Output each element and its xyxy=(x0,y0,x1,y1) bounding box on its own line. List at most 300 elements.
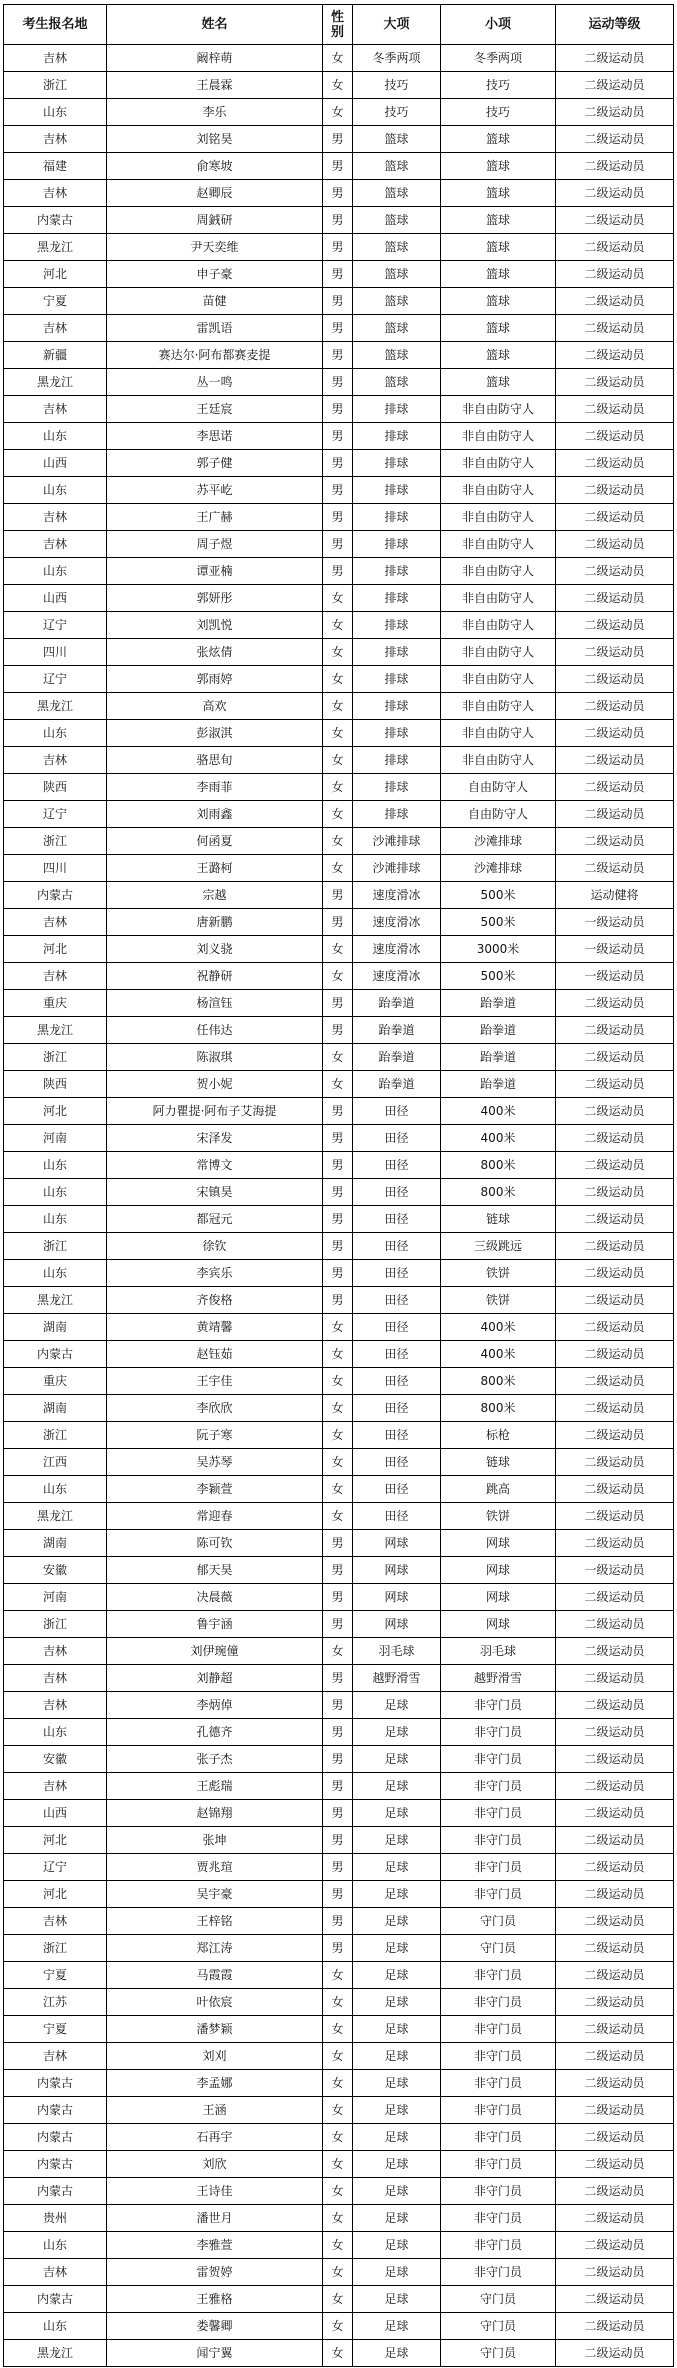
cell-region: 河北 xyxy=(4,1881,107,1908)
cell-event: 800米 xyxy=(441,1179,556,1206)
cell-event: 守门员 xyxy=(441,2313,556,2340)
cell-level: 二级运动员 xyxy=(556,801,674,828)
cell-region: 吉林 xyxy=(4,1638,107,1665)
cell-name: 李孟娜 xyxy=(107,2070,323,2097)
table-row xyxy=(4,1206,674,1233)
table-row xyxy=(4,1395,674,1422)
cell-region: 江苏 xyxy=(4,1989,107,2016)
cell-sport: 足球 xyxy=(353,2097,441,2124)
table-row xyxy=(4,1719,674,1746)
cell-level: 二级运动员 xyxy=(556,2151,674,2178)
cell-region: 辽宁 xyxy=(4,1854,107,1881)
cell-level: 二级运动员 xyxy=(556,1395,674,1422)
cell-region: 吉林 xyxy=(4,45,107,72)
table-body xyxy=(4,45,674,2367)
cell-event: 非守门员 xyxy=(441,2205,556,2232)
cell-sport: 排球 xyxy=(353,477,441,504)
cell-sex: 女 xyxy=(323,1503,353,1530)
cell-level: 一级运动员 xyxy=(556,963,674,990)
cell-event: 3000米 xyxy=(441,936,556,963)
cell-sex: 女 xyxy=(323,639,353,666)
cell-name: 任伟达 xyxy=(107,1017,323,1044)
cell-sport: 排球 xyxy=(353,801,441,828)
cell-region: 山西 xyxy=(4,585,107,612)
cell-name: 宗越 xyxy=(107,882,323,909)
cell-name: 王广赫 xyxy=(107,504,323,531)
cell-level: 二级运动员 xyxy=(556,1719,674,1746)
cell-name: 刘铭昊 xyxy=(107,126,323,153)
cell-sport: 网球 xyxy=(353,1584,441,1611)
cell-sex: 女 xyxy=(323,2205,353,2232)
cell-sport: 足球 xyxy=(353,2151,441,2178)
cell-level: 二级运动员 xyxy=(556,1422,674,1449)
cell-sport: 足球 xyxy=(353,2313,441,2340)
cell-sport: 篮球 xyxy=(353,342,441,369)
cell-event: 篮球 xyxy=(441,153,556,180)
cell-sport: 足球 xyxy=(353,2259,441,2286)
cell-name: 石再宇 xyxy=(107,2124,323,2151)
cell-region: 吉林 xyxy=(4,1773,107,1800)
athlete-table xyxy=(3,4,674,2367)
cell-event: 非守门员 xyxy=(441,2178,556,2205)
column-header-region: 考生报名地 xyxy=(4,5,107,45)
cell-sex: 男 xyxy=(323,207,353,234)
cell-region: 黑龙江 xyxy=(4,1287,107,1314)
cell-region: 宁夏 xyxy=(4,1962,107,1989)
table-row xyxy=(4,342,674,369)
cell-level: 二级运动员 xyxy=(556,2205,674,2232)
cell-sex: 女 xyxy=(323,1341,353,1368)
cell-sport: 技巧 xyxy=(353,72,441,99)
table-row xyxy=(4,2070,674,2097)
cell-region: 新疆 xyxy=(4,342,107,369)
cell-sport: 速度滑冰 xyxy=(353,936,441,963)
cell-name: 郁天昊 xyxy=(107,1557,323,1584)
cell-name: 王潞柯 xyxy=(107,855,323,882)
cell-event: 篮球 xyxy=(441,207,556,234)
cell-event: 400米 xyxy=(441,1125,556,1152)
cell-level: 一级运动员 xyxy=(556,1557,674,1584)
cell-level: 二级运动员 xyxy=(556,1206,674,1233)
column-header-sex-line-1: 性 xyxy=(330,9,344,25)
cell-level: 二级运动员 xyxy=(556,1935,674,1962)
cell-event: 非自由防守人 xyxy=(441,639,556,666)
table-row xyxy=(4,936,674,963)
cell-event: 400米 xyxy=(441,1314,556,1341)
cell-level: 二级运动员 xyxy=(556,2178,674,2205)
table-row xyxy=(4,2232,674,2259)
cell-region: 吉林 xyxy=(4,180,107,207)
cell-event: 链球 xyxy=(441,1449,556,1476)
cell-name: 祝静研 xyxy=(107,963,323,990)
cell-event: 网球 xyxy=(441,1611,556,1638)
cell-event: 技巧 xyxy=(441,72,556,99)
cell-event: 非守门员 xyxy=(441,2124,556,2151)
cell-region: 吉林 xyxy=(4,963,107,990)
cell-region: 吉林 xyxy=(4,909,107,936)
table-row xyxy=(4,1827,674,1854)
table-row xyxy=(4,2259,674,2286)
cell-event: 羽毛球 xyxy=(441,1638,556,1665)
cell-sex: 男 xyxy=(323,1557,353,1584)
cell-name: 王廷宸 xyxy=(107,396,323,423)
cell-sex: 女 xyxy=(323,1368,353,1395)
table-row xyxy=(4,1773,674,1800)
cell-event: 链球 xyxy=(441,1206,556,1233)
cell-sex: 女 xyxy=(323,2016,353,2043)
table-row xyxy=(4,1287,674,1314)
cell-region: 辽宁 xyxy=(4,612,107,639)
cell-region: 内蒙古 xyxy=(4,2178,107,2205)
cell-name: 李颖萱 xyxy=(107,1476,323,1503)
table-row xyxy=(4,450,674,477)
cell-event: 500米 xyxy=(441,909,556,936)
table-row xyxy=(4,882,674,909)
cell-sex: 女 xyxy=(323,2286,353,2313)
table-row xyxy=(4,1881,674,1908)
cell-name: 俞寒坡 xyxy=(107,153,323,180)
cell-sport: 足球 xyxy=(353,1962,441,1989)
cell-level: 二级运动员 xyxy=(556,261,674,288)
cell-name: 王雅格 xyxy=(107,2286,323,2313)
cell-name: 王涵 xyxy=(107,2097,323,2124)
cell-level: 一级运动员 xyxy=(556,936,674,963)
cell-name: 刘伊琬僮 xyxy=(107,1638,323,1665)
cell-sex: 女 xyxy=(323,2232,353,2259)
cell-event: 非自由防守人 xyxy=(441,558,556,585)
cell-event: 400米 xyxy=(441,1341,556,1368)
cell-sport: 跆拳道 xyxy=(353,1017,441,1044)
cell-region: 浙江 xyxy=(4,1233,107,1260)
cell-sport: 排球 xyxy=(353,423,441,450)
cell-sport: 沙滩排球 xyxy=(353,828,441,855)
cell-sex: 男 xyxy=(323,1800,353,1827)
cell-sport: 羽毛球 xyxy=(353,1638,441,1665)
cell-name: 王晨霖 xyxy=(107,72,323,99)
cell-event: 守门员 xyxy=(441,2286,556,2313)
cell-event: 守门员 xyxy=(441,1935,556,1962)
table-row xyxy=(4,234,674,261)
cell-sex: 女 xyxy=(323,1071,353,1098)
cell-event: 篮球 xyxy=(441,342,556,369)
cell-region: 黑龙江 xyxy=(4,2340,107,2367)
cell-sport: 足球 xyxy=(353,1908,441,1935)
cell-event: 非守门员 xyxy=(441,1881,556,1908)
cell-level: 二级运动员 xyxy=(556,1314,674,1341)
cell-region: 浙江 xyxy=(4,828,107,855)
cell-level: 二级运动员 xyxy=(556,1179,674,1206)
table-row xyxy=(4,2043,674,2070)
cell-name: 郭子健 xyxy=(107,450,323,477)
cell-event: 非自由防守人 xyxy=(441,747,556,774)
cell-name: 常博文 xyxy=(107,1152,323,1179)
table-row xyxy=(4,1530,674,1557)
table-row xyxy=(4,1476,674,1503)
table-header xyxy=(4,5,674,45)
cell-level: 二级运动员 xyxy=(556,477,674,504)
cell-sex: 女 xyxy=(323,99,353,126)
table-row xyxy=(4,180,674,207)
cell-event: 非自由防守人 xyxy=(441,396,556,423)
cell-name: 李宾乐 xyxy=(107,1260,323,1287)
cell-sex: 男 xyxy=(323,1773,353,1800)
cell-region: 黑龙江 xyxy=(4,369,107,396)
cell-level: 二级运动员 xyxy=(556,990,674,1017)
cell-level: 二级运动员 xyxy=(556,2070,674,2097)
cell-level: 运动健将 xyxy=(556,882,674,909)
cell-region: 山东 xyxy=(4,1260,107,1287)
cell-sport: 田径 xyxy=(353,1179,441,1206)
cell-sport: 篮球 xyxy=(353,369,441,396)
cell-region: 湖南 xyxy=(4,1314,107,1341)
column-header-sex-line-2: 别 xyxy=(330,24,344,40)
cell-region: 山西 xyxy=(4,450,107,477)
cell-sex: 女 xyxy=(323,693,353,720)
cell-level: 二级运动员 xyxy=(556,2232,674,2259)
cell-name: 刘雨鑫 xyxy=(107,801,323,828)
table-row xyxy=(4,531,674,558)
cell-region: 黑龙江 xyxy=(4,1017,107,1044)
cell-event: 铁饼 xyxy=(441,1503,556,1530)
table-row xyxy=(4,369,674,396)
cell-region: 内蒙古 xyxy=(4,882,107,909)
cell-sex: 女 xyxy=(323,2259,353,2286)
cell-region: 内蒙古 xyxy=(4,2286,107,2313)
cell-name: 刘义骁 xyxy=(107,936,323,963)
cell-name: 齐俊格 xyxy=(107,1287,323,1314)
cell-name: 丛一鸣 xyxy=(107,369,323,396)
cell-sport: 网球 xyxy=(353,1557,441,1584)
cell-sport: 跆拳道 xyxy=(353,990,441,1017)
cell-region: 吉林 xyxy=(4,2259,107,2286)
cell-event: 非守门员 xyxy=(441,2097,556,2124)
cell-sex: 男 xyxy=(323,1179,353,1206)
cell-name: 陈淑琪 xyxy=(107,1044,323,1071)
table-row xyxy=(4,1233,674,1260)
cell-region: 山东 xyxy=(4,1719,107,1746)
cell-level: 二级运动员 xyxy=(556,1098,674,1125)
cell-name: 苗健 xyxy=(107,288,323,315)
cell-event: 篮球 xyxy=(441,315,556,342)
cell-region: 宁夏 xyxy=(4,288,107,315)
cell-sex: 女 xyxy=(323,1314,353,1341)
cell-level: 二级运动员 xyxy=(556,1908,674,1935)
cell-sport: 速度滑冰 xyxy=(353,963,441,990)
cell-name: 雷凯语 xyxy=(107,315,323,342)
cell-sex: 女 xyxy=(323,855,353,882)
table-row xyxy=(4,207,674,234)
column-header-name: 姓名 xyxy=(107,5,323,45)
cell-sex: 女 xyxy=(323,2340,353,2367)
cell-level: 二级运动员 xyxy=(556,207,674,234)
cell-sex: 男 xyxy=(323,1908,353,1935)
cell-event: 非自由防守人 xyxy=(441,585,556,612)
cell-name: 黄靖馨 xyxy=(107,1314,323,1341)
cell-region: 吉林 xyxy=(4,126,107,153)
cell-sex: 男 xyxy=(323,909,353,936)
cell-event: 非守门员 xyxy=(441,2016,556,2043)
cell-event: 非自由防守人 xyxy=(441,693,556,720)
cell-name: 郭雨婷 xyxy=(107,666,323,693)
cell-sex: 男 xyxy=(323,1017,353,1044)
cell-level: 二级运动员 xyxy=(556,2043,674,2070)
table-row xyxy=(4,99,674,126)
cell-sex: 男 xyxy=(323,369,353,396)
table-row xyxy=(4,2178,674,2205)
cell-region: 山东 xyxy=(4,1476,107,1503)
cell-name: 吴苏琴 xyxy=(107,1449,323,1476)
cell-level: 二级运动员 xyxy=(556,1665,674,1692)
cell-sport: 沙滩排球 xyxy=(353,855,441,882)
table-row xyxy=(4,2286,674,2313)
table-row xyxy=(4,2124,674,2151)
cell-name: 刘凯悦 xyxy=(107,612,323,639)
cell-name: 郑江涛 xyxy=(107,1935,323,1962)
cell-name: 闻宁翼 xyxy=(107,2340,323,2367)
cell-region: 重庆 xyxy=(4,990,107,1017)
cell-region: 浙江 xyxy=(4,1044,107,1071)
column-header-event: 小项 xyxy=(441,5,556,45)
column-header-level: 运动等级 xyxy=(556,5,674,45)
cell-level: 二级运动员 xyxy=(556,153,674,180)
cell-name: 雷贺婷 xyxy=(107,2259,323,2286)
cell-sex: 男 xyxy=(323,1287,353,1314)
cell-sport: 足球 xyxy=(353,1989,441,2016)
cell-sex: 女 xyxy=(323,1449,353,1476)
cell-sex: 男 xyxy=(323,450,353,477)
cell-name: 赵锦翔 xyxy=(107,1800,323,1827)
table-row xyxy=(4,1152,674,1179)
cell-sex: 女 xyxy=(323,612,353,639)
cell-sport: 篮球 xyxy=(353,180,441,207)
cell-sex: 女 xyxy=(323,1638,353,1665)
cell-region: 内蒙古 xyxy=(4,2124,107,2151)
cell-level: 二级运动员 xyxy=(556,828,674,855)
cell-sport: 足球 xyxy=(353,2043,441,2070)
cell-sport: 排球 xyxy=(353,720,441,747)
cell-level: 二级运动员 xyxy=(556,45,674,72)
cell-sport: 田径 xyxy=(353,1287,441,1314)
cell-name: 高欢 xyxy=(107,693,323,720)
cell-sex: 男 xyxy=(323,1665,353,1692)
table-row xyxy=(4,1179,674,1206)
table-row xyxy=(4,1746,674,1773)
cell-sport: 田径 xyxy=(353,1098,441,1125)
cell-sport: 田径 xyxy=(353,1152,441,1179)
header-row xyxy=(4,5,674,45)
cell-sex: 女 xyxy=(323,1044,353,1071)
cell-sport: 足球 xyxy=(353,2124,441,2151)
cell-sex: 女 xyxy=(323,72,353,99)
cell-sex: 女 xyxy=(323,1476,353,1503)
cell-level: 二级运动员 xyxy=(556,450,674,477)
cell-name: 王诗佳 xyxy=(107,2178,323,2205)
cell-event: 非守门员 xyxy=(441,1746,556,1773)
cell-region: 浙江 xyxy=(4,1935,107,1962)
cell-event: 自由防守人 xyxy=(441,801,556,828)
cell-region: 陕西 xyxy=(4,774,107,801)
cell-level: 二级运动员 xyxy=(556,1368,674,1395)
cell-sport: 足球 xyxy=(353,1800,441,1827)
cell-sport: 足球 xyxy=(353,1935,441,1962)
cell-level: 二级运动员 xyxy=(556,99,674,126)
cell-event: 篮球 xyxy=(441,369,556,396)
cell-event: 非自由防守人 xyxy=(441,666,556,693)
cell-event: 自由防守人 xyxy=(441,774,556,801)
table-row xyxy=(4,504,674,531)
cell-name: 刘欣 xyxy=(107,2151,323,2178)
cell-sport: 田径 xyxy=(353,1395,441,1422)
cell-event: 非自由防守人 xyxy=(441,450,556,477)
cell-name: 潘梦颖 xyxy=(107,2016,323,2043)
cell-event: 非守门员 xyxy=(441,1962,556,1989)
cell-sex: 女 xyxy=(323,1422,353,1449)
cell-name: 娄馨卿 xyxy=(107,2313,323,2340)
table-row xyxy=(4,396,674,423)
cell-sex: 女 xyxy=(323,828,353,855)
cell-event: 网球 xyxy=(441,1530,556,1557)
cell-region: 内蒙古 xyxy=(4,2070,107,2097)
cell-region: 安徽 xyxy=(4,1557,107,1584)
cell-sport: 足球 xyxy=(353,2205,441,2232)
cell-sex: 男 xyxy=(323,1881,353,1908)
cell-sex: 女 xyxy=(323,963,353,990)
cell-sex: 男 xyxy=(323,1692,353,1719)
cell-level: 二级运动员 xyxy=(556,1746,674,1773)
cell-name: 王梓铭 xyxy=(107,1908,323,1935)
cell-region: 山西 xyxy=(4,1800,107,1827)
cell-sport: 冬季两项 xyxy=(353,45,441,72)
cell-sex: 女 xyxy=(323,2070,353,2097)
cell-level: 二级运动员 xyxy=(556,1071,674,1098)
cell-region: 吉林 xyxy=(4,2043,107,2070)
table-row xyxy=(4,2313,674,2340)
cell-event: 篮球 xyxy=(441,288,556,315)
cell-level: 二级运动员 xyxy=(556,234,674,261)
cell-level: 二级运动员 xyxy=(556,315,674,342)
cell-sex: 男 xyxy=(323,1719,353,1746)
cell-sex: 男 xyxy=(323,504,353,531)
cell-sport: 田径 xyxy=(353,1260,441,1287)
cell-region: 重庆 xyxy=(4,1368,107,1395)
cell-level: 二级运动员 xyxy=(556,1449,674,1476)
cell-level: 二级运动员 xyxy=(556,1638,674,1665)
cell-name: 李思诺 xyxy=(107,423,323,450)
cell-level: 二级运动员 xyxy=(556,1800,674,1827)
cell-event: 800米 xyxy=(441,1368,556,1395)
cell-region: 湖南 xyxy=(4,1530,107,1557)
cell-sport: 足球 xyxy=(353,2340,441,2367)
cell-sex: 男 xyxy=(323,531,353,558)
table-row xyxy=(4,1611,674,1638)
cell-level: 二级运动员 xyxy=(556,1530,674,1557)
cell-event: 非自由防守人 xyxy=(441,504,556,531)
table-row xyxy=(4,639,674,666)
cell-name: 陈可钦 xyxy=(107,1530,323,1557)
cell-sport: 篮球 xyxy=(353,126,441,153)
cell-level: 二级运动员 xyxy=(556,1989,674,2016)
cell-region: 吉林 xyxy=(4,1665,107,1692)
cell-name: 王彪瑞 xyxy=(107,1773,323,1800)
cell-event: 跆拳道 xyxy=(441,990,556,1017)
cell-level: 二级运动员 xyxy=(556,369,674,396)
cell-level: 二级运动员 xyxy=(556,1854,674,1881)
table-row xyxy=(4,693,674,720)
cell-sex: 男 xyxy=(323,423,353,450)
cell-sport: 排球 xyxy=(353,450,441,477)
cell-level: 二级运动员 xyxy=(556,639,674,666)
cell-level: 二级运动员 xyxy=(556,1260,674,1287)
